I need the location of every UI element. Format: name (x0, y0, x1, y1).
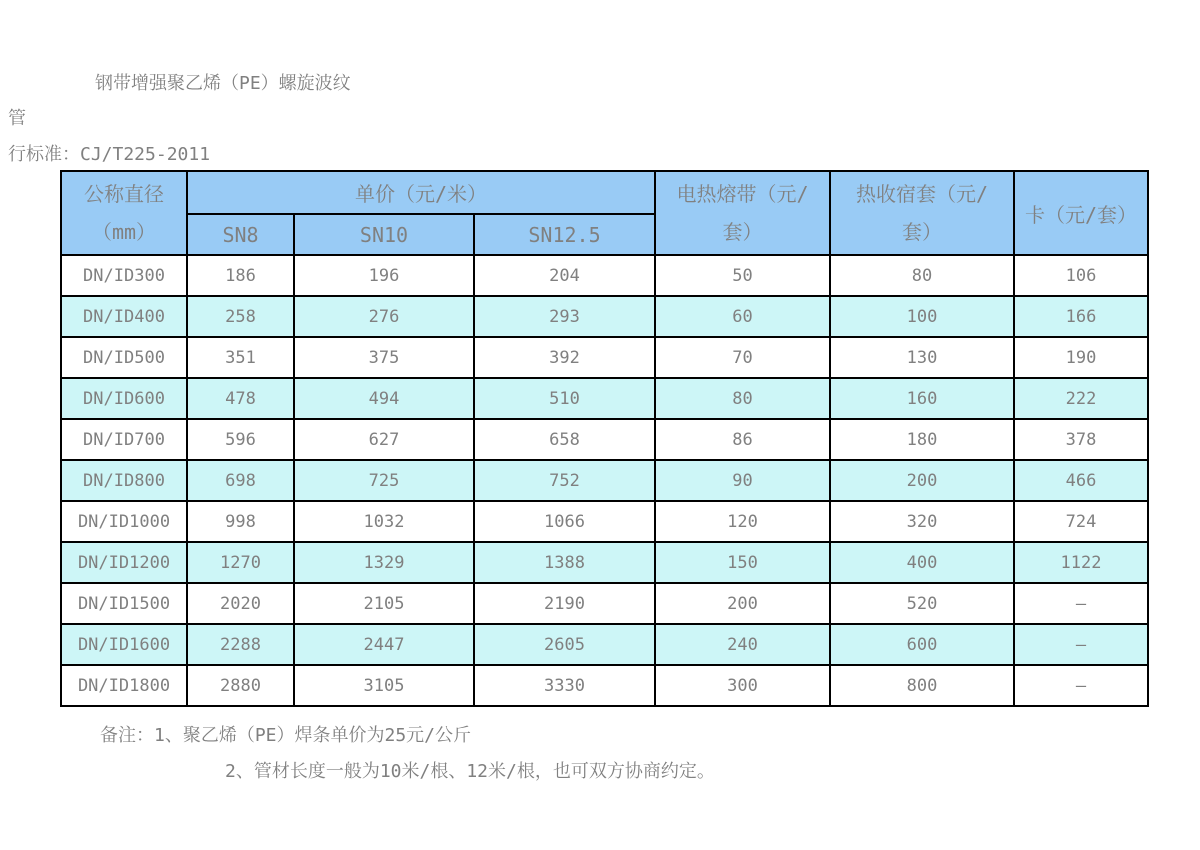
cell-dn: DN/ID700 (61, 419, 187, 460)
footnote-1: 备注：1、聚乙烯（PE）焊条单价为25元/公斤 (100, 725, 472, 746)
cell-band: 120 (655, 501, 830, 542)
cell-sn10: 725 (294, 460, 474, 501)
cell-band: 70 (655, 337, 830, 378)
cell-dn: DN/ID800 (61, 460, 187, 501)
cell-sn10: 1329 (294, 542, 474, 583)
cell-band: 90 (655, 460, 830, 501)
cell-sn125: 752 (474, 460, 655, 501)
cell-clamp: 166 (1014, 296, 1148, 337)
cell-sleeve: 100 (830, 296, 1014, 337)
table-row (61, 296, 1148, 337)
cell-sn8: 2880 (187, 665, 294, 706)
page-title-line2: 管 (8, 108, 26, 129)
cell-sn8: 258 (187, 296, 294, 337)
cell-sn8: 186 (187, 255, 294, 296)
standard-number-line: 行标准：CJ/T225-2011 (8, 144, 211, 165)
cell-sn125: 658 (474, 419, 655, 460)
col-header-fusion-band-line2: 套） (722, 220, 763, 244)
cell-sn10: 3105 (294, 665, 474, 706)
cell-sn125: 1066 (474, 501, 655, 542)
cell-sn10: 276 (294, 296, 474, 337)
cell-sleeve: 80 (830, 255, 1014, 296)
col-header-diameter-line2: （mm） (91, 220, 157, 244)
cell-band: 60 (655, 296, 830, 337)
cell-dn: DN/ID1000 (61, 501, 187, 542)
cell-sn8: 1270 (187, 542, 294, 583)
cell-sn8: 2288 (187, 624, 294, 665)
table-row (61, 501, 1148, 542)
header-row-1 (61, 171, 1148, 214)
table-row (61, 255, 1148, 296)
cell-sn10: 627 (294, 419, 474, 460)
col-header-shrink-sleeve-line2: 套） (902, 220, 943, 244)
price-table (60, 170, 1149, 707)
cell-sn10: 1032 (294, 501, 474, 542)
cell-sn125: 204 (474, 255, 655, 296)
cell-band: 50 (655, 255, 830, 296)
cell-dn: DN/ID600 (61, 378, 187, 419)
cell-dn: DN/ID1800 (61, 665, 187, 706)
table-row (61, 337, 1148, 378)
footnote-2: 2、管材长度一般为10米/根、12米/根，也可双方协商约定。 (225, 761, 715, 782)
cell-sn8: 998 (187, 501, 294, 542)
cell-dn: DN/ID300 (61, 255, 187, 296)
cell-sn125: 293 (474, 296, 655, 337)
cell-clamp: — (1014, 624, 1148, 665)
cell-clamp: 378 (1014, 419, 1148, 460)
col-header-fusion-band-line1: 电热熔带（元/ (676, 182, 809, 206)
cell-sleeve: 600 (830, 624, 1014, 665)
cell-sleeve: 180 (830, 419, 1014, 460)
table-row (61, 542, 1148, 583)
cell-sn10: 2447 (294, 624, 474, 665)
cell-sleeve: 130 (830, 337, 1014, 378)
cell-sleeve: 200 (830, 460, 1014, 501)
cell-sn10: 494 (294, 378, 474, 419)
table-row (61, 419, 1148, 460)
table-row (61, 665, 1148, 706)
cell-sn8: 2020 (187, 583, 294, 624)
cell-band: 300 (655, 665, 830, 706)
cell-sn125: 392 (474, 337, 655, 378)
cell-clamp: 1122 (1014, 542, 1148, 583)
cell-sleeve: 320 (830, 501, 1014, 542)
col-header-sn125: SN12.5 (474, 214, 655, 255)
cell-band: 86 (655, 419, 830, 460)
cell-sn8: 351 (187, 337, 294, 378)
cell-clamp: 466 (1014, 460, 1148, 501)
cell-band: 150 (655, 542, 830, 583)
cell-sn10: 2105 (294, 583, 474, 624)
cell-band: 200 (655, 583, 830, 624)
cell-dn: DN/ID1600 (61, 624, 187, 665)
cell-band: 240 (655, 624, 830, 665)
col-header-diameter-line1: 公称直径 (84, 182, 164, 206)
cell-sleeve: 400 (830, 542, 1014, 583)
col-header-shrink-sleeve (830, 171, 1014, 255)
col-header-diameter (61, 171, 187, 255)
col-header-fusion-band (655, 171, 830, 255)
col-header-clamp: 卡（元/套） (1014, 171, 1148, 255)
cell-sn125: 1388 (474, 542, 655, 583)
cell-clamp: 190 (1014, 337, 1148, 378)
table-row (61, 624, 1148, 665)
cell-dn: DN/ID1500 (61, 583, 187, 624)
cell-sn125: 2605 (474, 624, 655, 665)
cell-sn8: 698 (187, 460, 294, 501)
cell-clamp: 222 (1014, 378, 1148, 419)
cell-sleeve: 160 (830, 378, 1014, 419)
cell-sn8: 478 (187, 378, 294, 419)
cell-band: 80 (655, 378, 830, 419)
col-header-sn10: SN10 (294, 214, 474, 255)
table-row (61, 583, 1148, 624)
cell-clamp: — (1014, 665, 1148, 706)
cell-sleeve: 800 (830, 665, 1014, 706)
cell-clamp: 724 (1014, 501, 1148, 542)
table-row (61, 378, 1148, 419)
cell-sn10: 196 (294, 255, 474, 296)
cell-dn: DN/ID400 (61, 296, 187, 337)
cell-sleeve: 520 (830, 583, 1014, 624)
page-title-line1: 钢带增强聚乙烯（PE）螺旋波纹 (95, 73, 351, 94)
cell-sn10: 375 (294, 337, 474, 378)
table-row (61, 460, 1148, 501)
cell-clamp: 106 (1014, 255, 1148, 296)
cell-clamp: — (1014, 583, 1148, 624)
col-header-sn8: SN8 (187, 214, 294, 255)
cell-sn8: 596 (187, 419, 294, 460)
cell-sn125: 3330 (474, 665, 655, 706)
cell-dn: DN/ID500 (61, 337, 187, 378)
cell-sn125: 510 (474, 378, 655, 419)
cell-sn125: 2190 (474, 583, 655, 624)
col-header-shrink-sleeve-line1: 热收宿套（元/ (856, 182, 989, 206)
col-header-unit-price: 单价（元/米） (187, 171, 655, 214)
cell-dn: DN/ID1200 (61, 542, 187, 583)
